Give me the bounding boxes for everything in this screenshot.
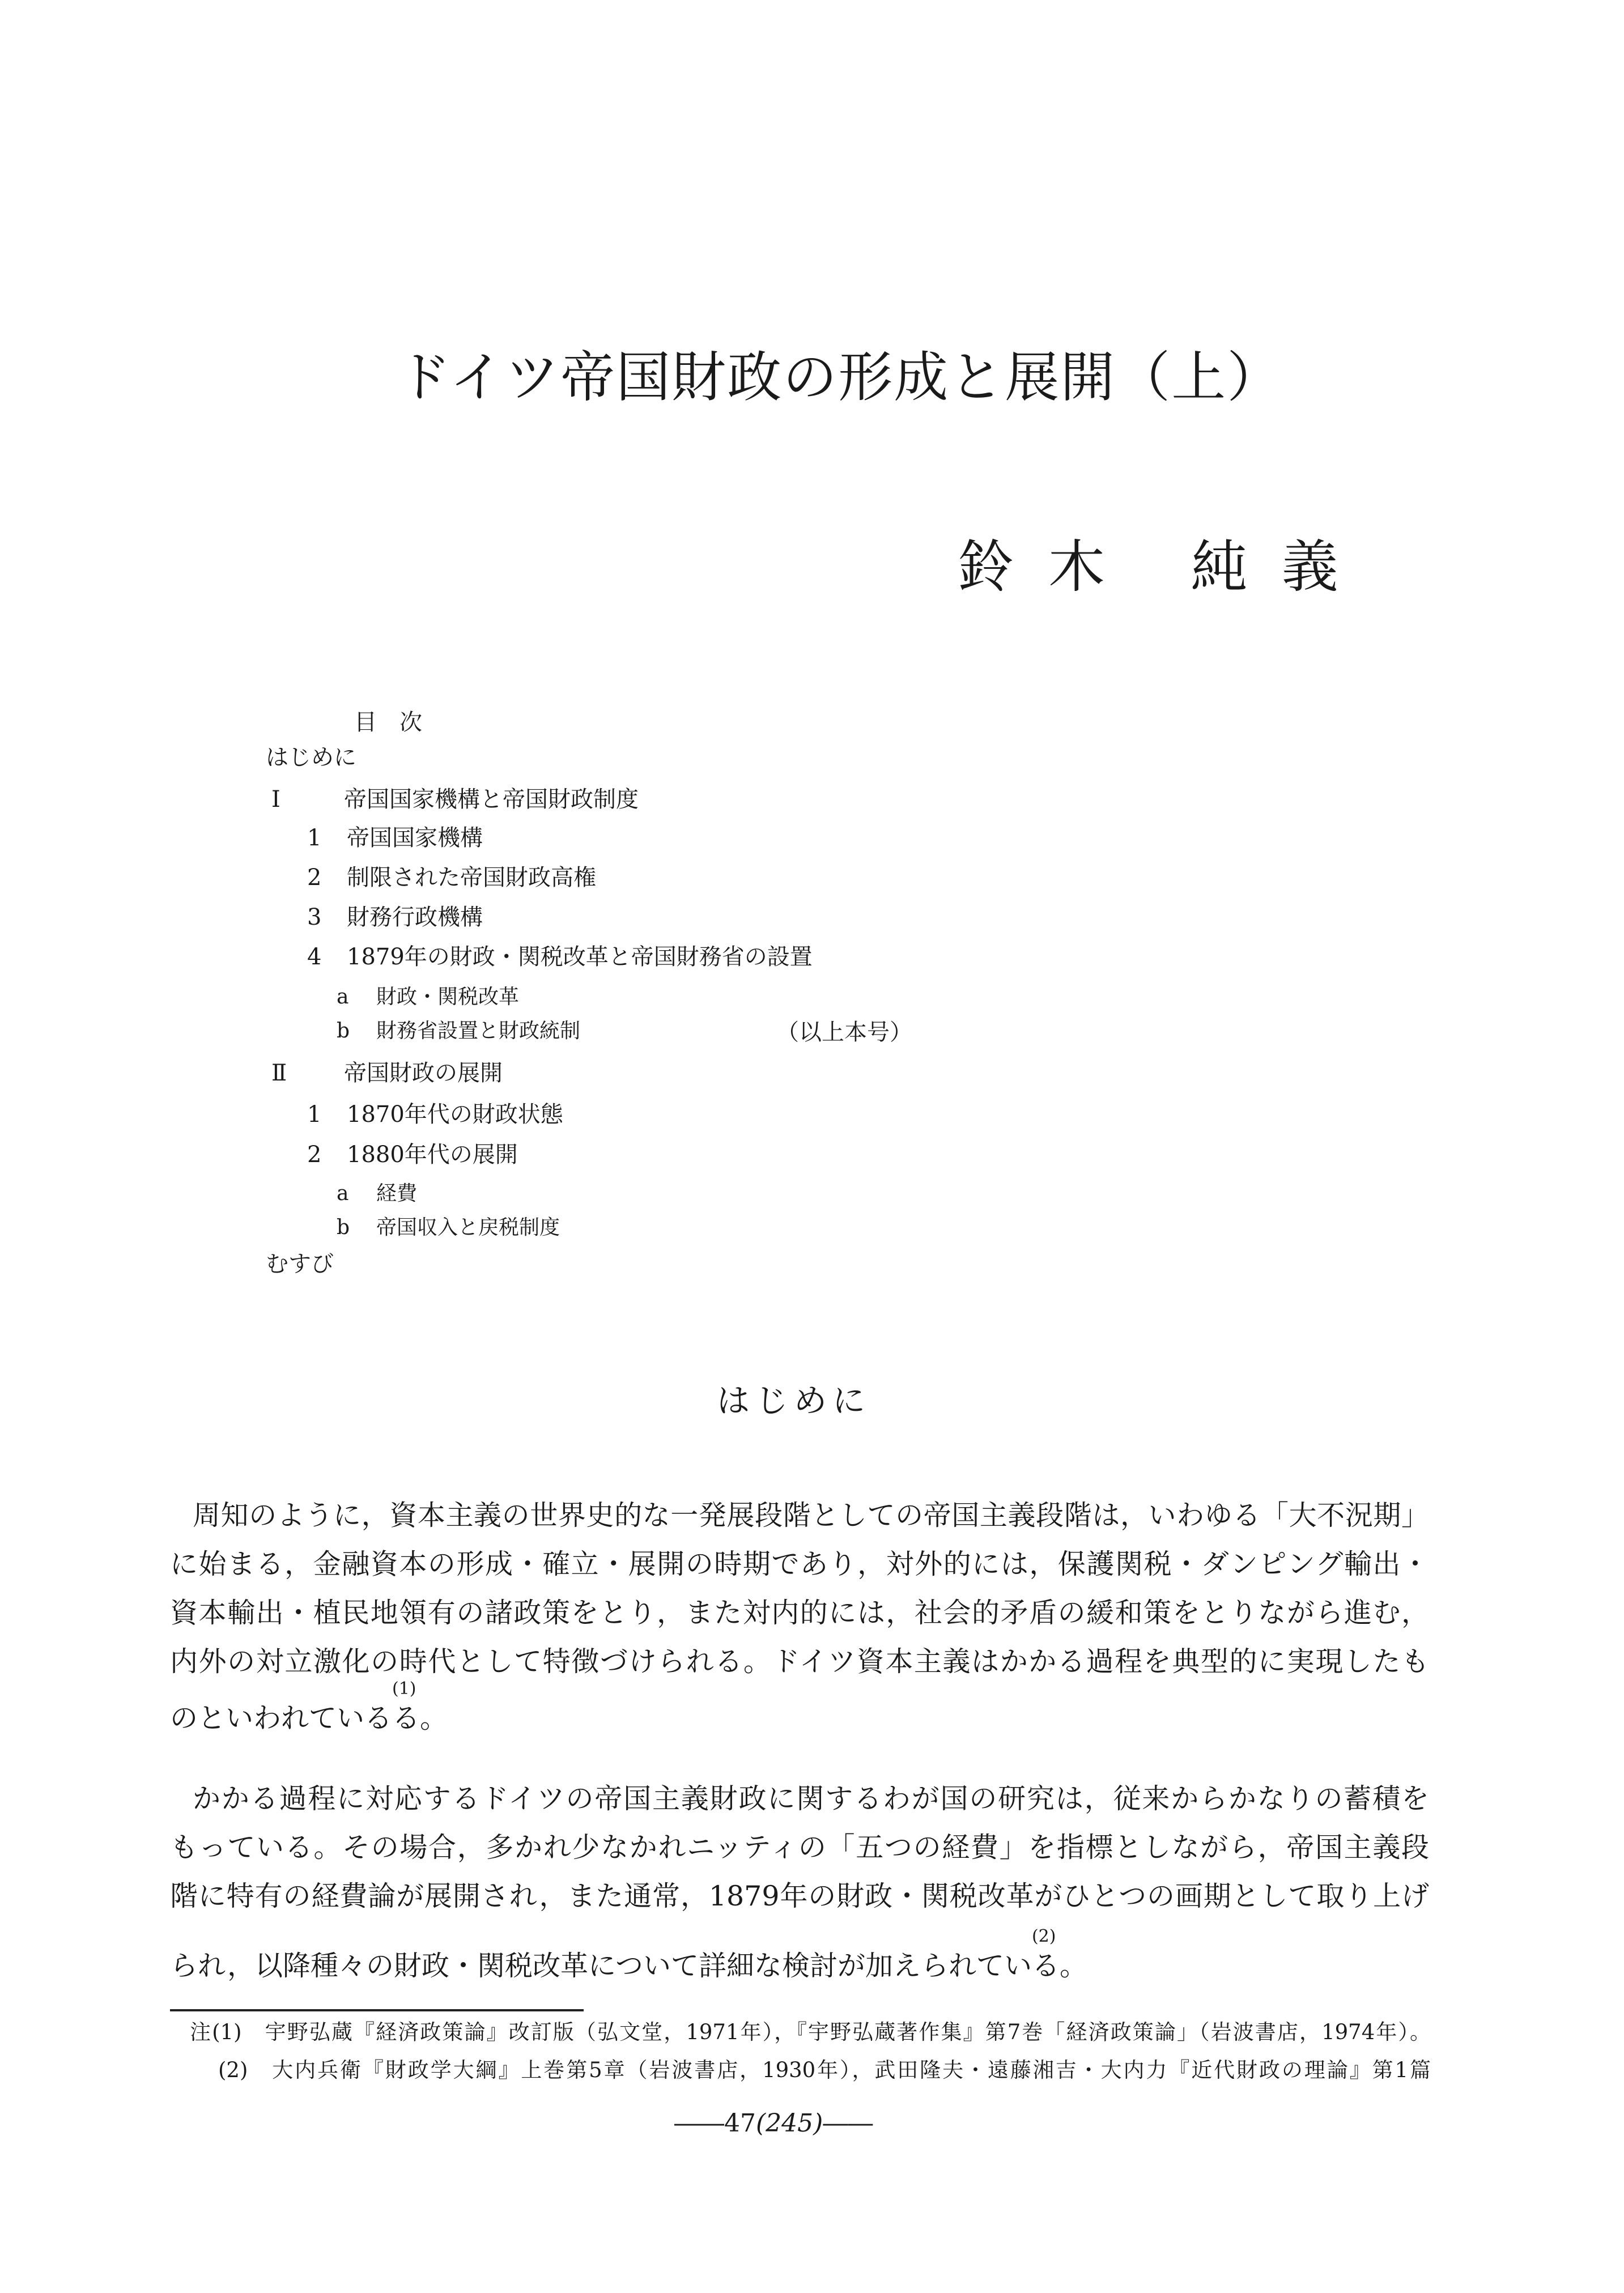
author-name: 鈴木 純義 (958, 534, 1372, 600)
footnote-1: 注(1) 宇野弘蔵『経済政策論』改訂版（弘文堂，1971年），『宇野弘蔵著作集』第7巻「経済政策論」（岩波書店，1974年）。 (190, 2020, 1431, 2044)
toc-entry-text: 帝国収入と戻税制度 (376, 1216, 560, 1239)
toc-entry-text: 1879年の財政・関税改革と帝国財務省の設置 (347, 944, 813, 970)
toc-entry-text: 帝国国家機構 (347, 825, 483, 851)
section-heading: はじめに (717, 1381, 871, 1420)
text-line-body: のといわれている (170, 1702, 393, 1734)
toc-entry-number: a (337, 985, 349, 1009)
toc-entry (307, 1141, 518, 1168)
text-line: かかる過程に対応するドイツの帝国主義財政に関するわが国の研究は，従来からかなりの蓄積を (193, 1783, 1429, 1815)
note-anchor (1031, 1926, 1060, 1982)
toc-entry-number: Ⅰ (271, 786, 280, 812)
toc-entry-text: はじめに (266, 745, 356, 771)
toc-entry-number: 2 (307, 1142, 322, 1168)
toc-entry-text: 経費 (376, 1182, 418, 1205)
text-line-body: られ，以降種々の財政・関税改革について詳細な検討が加えられてい (170, 1950, 1032, 1982)
toc-entry (271, 1060, 503, 1087)
text-line (170, 1679, 1429, 1734)
text-line: 階に特有の経費論が展開され，また通常，1879年の財政・関税改革がひとつの画期として取り上げ (170, 1880, 1429, 1912)
toc-entry-number: 1 (307, 825, 322, 851)
footnote-2: (2) 大内兵衛『財政学大綱』上巻第5章（岩波書店，1930年），武田隆夫・遠藤湘吉・大内力『近代財政の理論』第1篇 (218, 2058, 1431, 2082)
toc-entry (266, 1250, 334, 1278)
volume-page-number: (245) (756, 2109, 823, 2138)
text-line: 資本輸出・植民地領有の諸政策をとり，また対内的には，社会的矛盾の緩和策をとりながら進む， (170, 1597, 1429, 1629)
toc-entry (337, 985, 519, 1009)
toc-entry (337, 1181, 417, 1206)
toc-entry (307, 943, 813, 971)
note-anchor (392, 1679, 420, 1734)
text-line (170, 1926, 1429, 1982)
toc-entry-number: 1 (307, 1101, 322, 1128)
footnote-divider (170, 2009, 584, 2011)
footnote-reference[interactable]: (2) (1031, 1926, 1056, 1946)
toc-entry-text: 帝国財政の展開 (344, 1060, 503, 1086)
sentence-end: 。 (420, 1702, 448, 1734)
page-number-value: 47 (724, 2109, 756, 2138)
toc-entry (307, 824, 483, 852)
toc-note: （以上本号） (776, 1019, 912, 1045)
text-line: に始まる，金融資本の形成・確立・展開の時期であり，対外的には，保護関税・ダンピング輸出・ (170, 1548, 1429, 1580)
toc-entry-text: 財務行政機構 (347, 904, 483, 930)
toc-entry-text: 財務省設置と財政統制 (376, 1019, 581, 1043)
toc-entry-text: 1880年代の展開 (347, 1142, 518, 1168)
toc-entry-text: 財政・関税改革 (376, 985, 520, 1009)
toc-entry-number: b (337, 1216, 350, 1239)
anchor-char: る (392, 1702, 420, 1734)
toc-entry-number: 3 (307, 904, 322, 930)
toc-entry-number: 4 (307, 944, 322, 970)
anchor-char: る (1031, 1950, 1060, 1982)
toc-entry-text: 制限された帝国財政高権 (347, 865, 596, 891)
text-line: もっている。その場合，多かれ少なかれニッティの「五つの経費」を指標としながら，帝国主義段 (170, 1831, 1429, 1864)
toc-heading: 目次 (354, 709, 445, 735)
toc-entry-text: むすび (266, 1251, 334, 1277)
text-line: 周知のように，資本主義の世界史的な一発展段階としての帝国主義段階は，いわゆる「大不況期」 (193, 1499, 1429, 1531)
toc-entry (307, 1101, 563, 1128)
footnote-reference[interactable]: (1) (392, 1679, 416, 1699)
page-number: ――47(245)―― (674, 2109, 873, 2138)
toc-entry (307, 864, 596, 891)
toc-entry-text: 帝国国家機構と帝国財政制度 (344, 786, 639, 812)
toc-entry (337, 1019, 580, 1043)
toc-entry-number: Ⅱ (271, 1060, 287, 1086)
toc-entry-number: b (337, 1019, 350, 1043)
toc-entry (307, 904, 483, 931)
toc-entry-text: 1870年代の財政状態 (347, 1101, 563, 1128)
toc-entry (271, 786, 639, 813)
toc-entry (337, 1215, 560, 1240)
paper-title: ドイツ帝国財政の形成と展開（上） (397, 346, 1283, 409)
text-line: 内外の対立激化の時代として特徴づけられる。ドイツ資本主義はかかる過程を典型的に実現したも (170, 1645, 1429, 1678)
toc-entry-number: a (337, 1182, 349, 1205)
sentence-end: 。 (1059, 1950, 1087, 1982)
toc-entry-number: 2 (307, 865, 322, 891)
toc-entry (266, 744, 356, 771)
